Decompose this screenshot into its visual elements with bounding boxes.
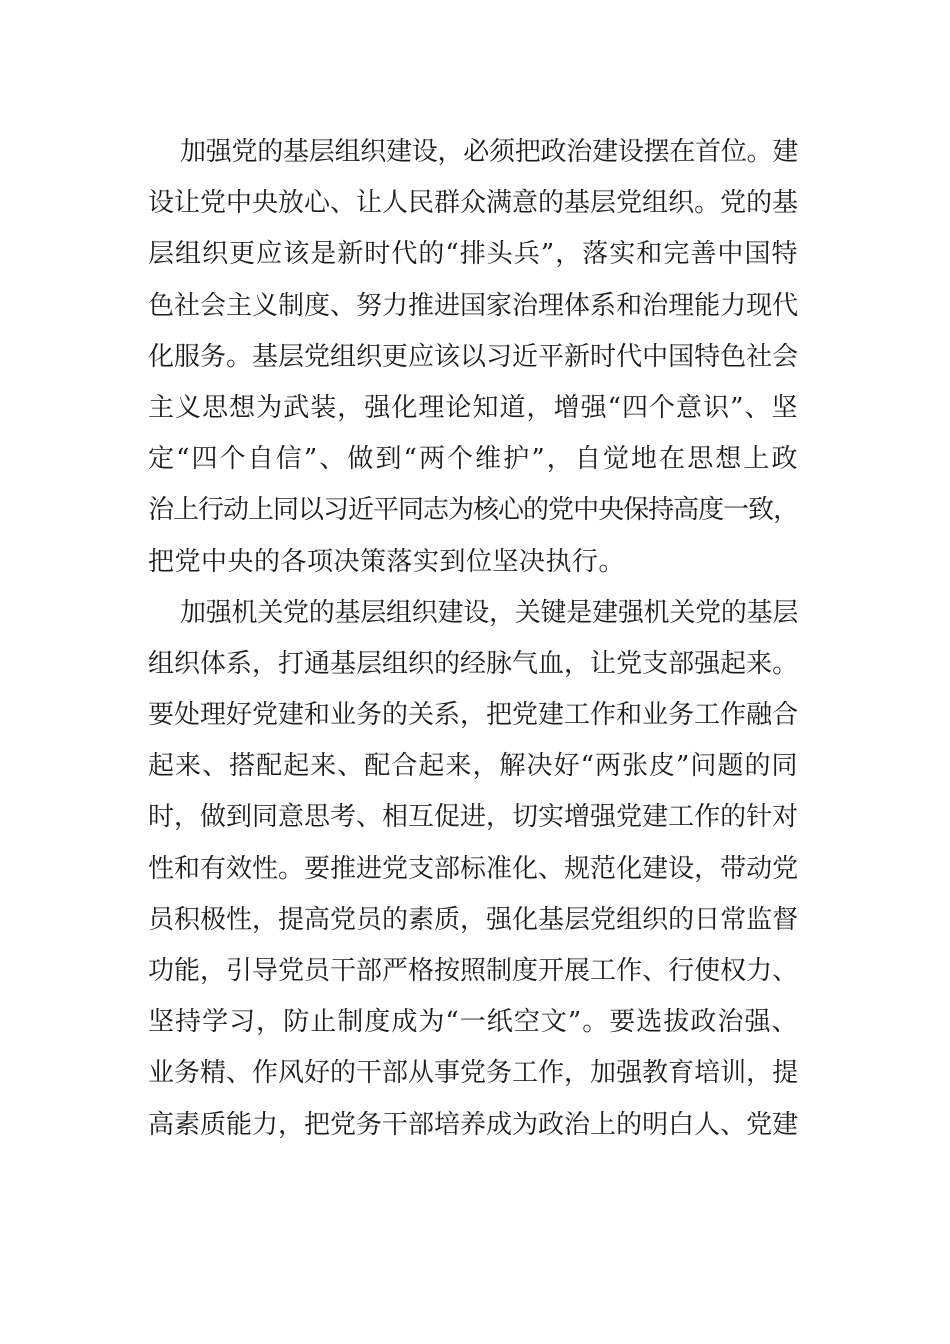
paragraph-1-line-2: 设让党中央放心、让人民群众满意的基层党组织。党的基: [148, 188, 798, 219]
paragraph-2-line-1: 加强机关党的基层组织建设，关键是建强机关党的基层: [180, 597, 798, 628]
paragraph-1-line-3: 层组织更应该是新时代的“排头兵”，落实和完善中国特: [148, 239, 798, 270]
paragraph-2-line-9: 坚持学习，防止制度成为“一纸空文”。要选拔政治强、: [148, 1007, 798, 1038]
paragraph-2-line-8: 功能，引导党员干部严格按照制度开展工作、行使权力、: [148, 956, 798, 986]
paragraph-2-line-10: 业务精、作风好的干部从事党务工作，加强教育培训，提: [148, 1058, 798, 1089]
paragraph-1-line-9: 把党中央的各项决策落实到位坚决执行。: [148, 546, 626, 577]
paragraph-2-line-5: 时，做到同意思考、相互促进，切实增强党建工作的针对: [148, 802, 798, 833]
paragraph-1-line-4: 色社会主义制度、努力推进国家治理体系和治理能力现代: [148, 290, 798, 321]
paragraph-1-line-6: 主义思想为武装，强化理论知道，增强“四个意识”、坚: [148, 392, 798, 423]
paragraph-1-line-7: 定“四个自信”、做到“两个维护”，自觉地在思想上政: [148, 444, 798, 475]
document-body: [148, 127, 798, 1151]
paragraph-2-line-7: 员积极性，提高党员的素质，强化基层党组织的日常监督: [148, 904, 798, 935]
paragraph-2-line-2: 组织体系，打通基层组织的经脉气血，让党支部强起来。: [148, 648, 798, 679]
paragraph-1-line-5: 化服务。基层党组织更应该以习近平新时代中国特色社会: [148, 341, 798, 372]
paragraph-2-line-3: 要处理好党建和业务的关系，把党建工作和业务工作融合: [148, 700, 798, 731]
paragraph-2-line-4: 起来、搭配起来、配合起来，解决好“两张皮”问题的同: [148, 751, 798, 782]
paragraph-1-line-1: 加强党的基层组织建设，必须把政治建设摆在首位。建: [180, 137, 798, 167]
paragraph-2-line-11: 高素质能力，把党务干部培养成为政治上的明白人、党建: [148, 1109, 798, 1140]
paragraph-2-line-6: 性和有效性。要推进党支部标准化、规范化建设，带动党: [148, 853, 798, 884]
paragraph-1-line-8: 治上行动上同以习近平同志为核心的党中央保持高度一致，: [148, 495, 798, 526]
